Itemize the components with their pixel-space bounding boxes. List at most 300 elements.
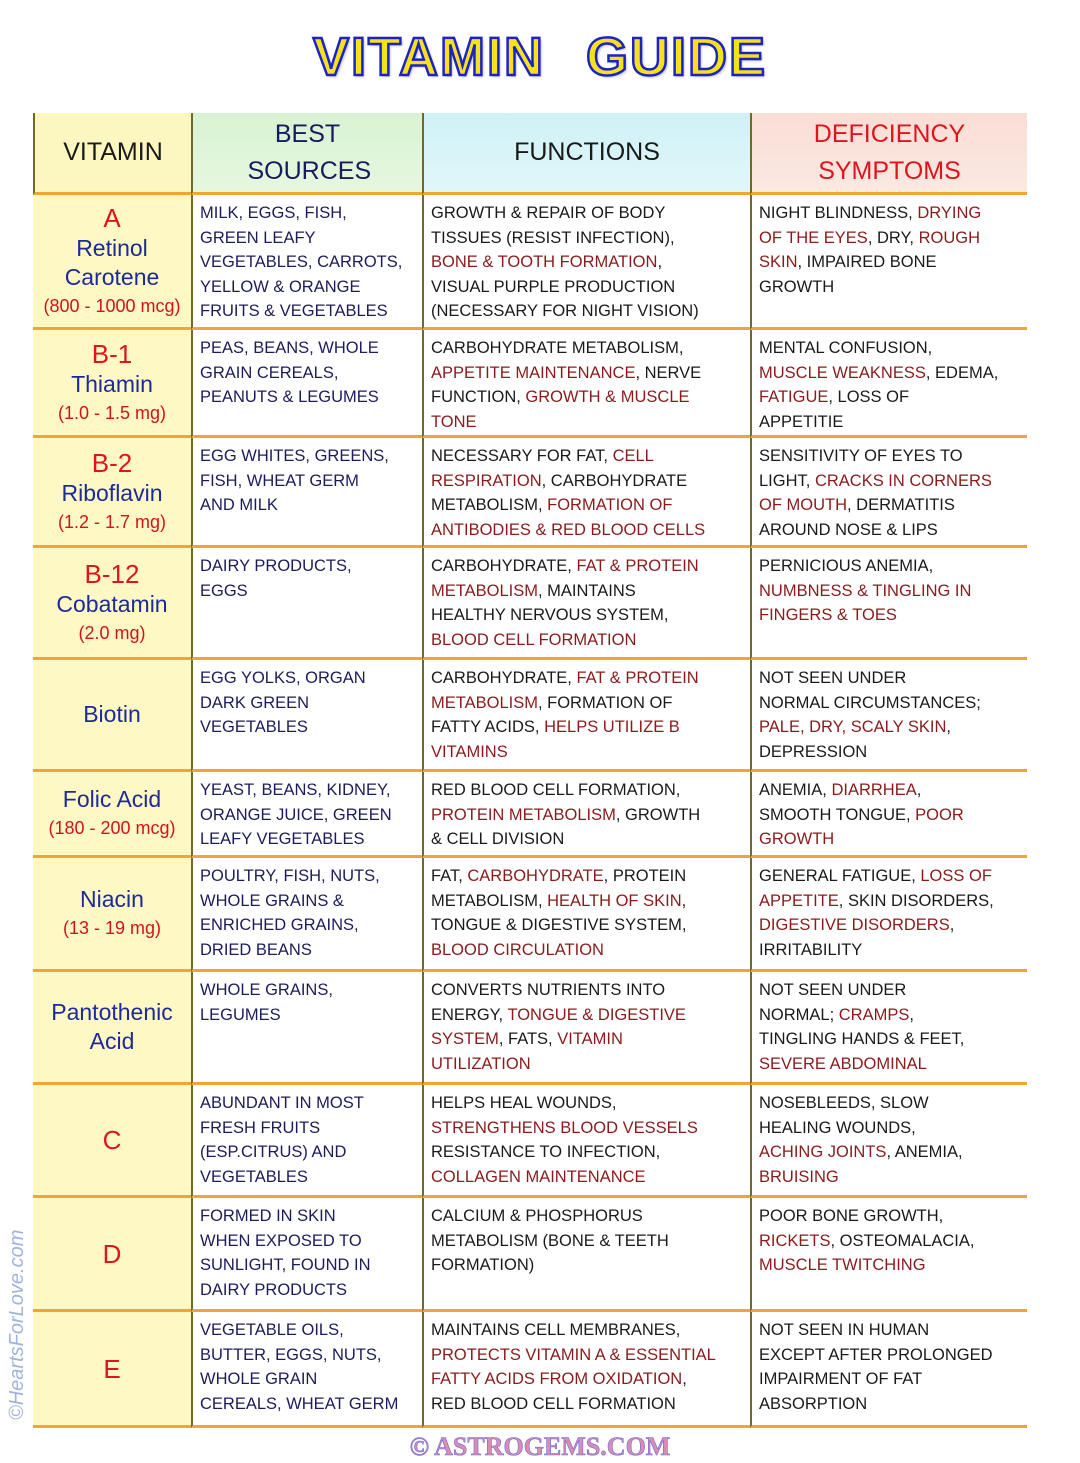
text-line — [431, 201, 743, 226]
text: ENERGY, — [431, 1005, 508, 1024]
text-line-content — [759, 250, 937, 275]
highlight-text: SYSTEM — [431, 1030, 499, 1048]
text-line — [200, 250, 415, 275]
text: METABOLISM, — [431, 891, 548, 910]
text-line — [200, 1392, 415, 1417]
text-line-content — [759, 938, 862, 963]
text: EGGS — [200, 581, 248, 600]
text-line — [759, 938, 1020, 963]
text-line-content — [431, 226, 675, 251]
text-line-content — [431, 201, 665, 226]
text-line-content — [200, 444, 389, 469]
text: EXCEPT AFTER PROLONGED — [759, 1345, 993, 1364]
vitamin-table — [33, 113, 1027, 1428]
text-line — [759, 275, 1020, 300]
functions-cell — [422, 1198, 750, 1312]
best-sources-cell — [191, 1198, 422, 1312]
text-line — [759, 715, 1020, 740]
highlight-text: COLLAGEN MAINTENANCE — [431, 1167, 646, 1186]
text-line-content — [431, 938, 604, 963]
text-line — [759, 889, 1020, 914]
highlight-text: OF MOUTH — [759, 496, 847, 514]
text-line — [200, 889, 415, 914]
text-line — [759, 410, 1020, 435]
text-line — [759, 740, 1020, 765]
text: , PROTEIN — [603, 867, 687, 885]
vitamin-cell — [33, 858, 191, 972]
text-line-content — [431, 889, 686, 914]
highlight-text: FAT & PROTEIN — [576, 557, 699, 575]
text-line — [759, 226, 1020, 251]
highlight-text: DRYING — [917, 204, 982, 222]
text-line-content — [200, 275, 360, 300]
text: METABOLISM (BONE & TEETH — [431, 1231, 669, 1250]
text-line — [431, 493, 743, 518]
text: ORANGE JUICE, GREEN — [200, 805, 392, 824]
text: DARK GREEN — [200, 693, 310, 712]
highlight-text: FINGERS & TOES — [759, 606, 897, 624]
text: CARBOHYDRATE METABOLISM, — [431, 339, 684, 357]
text-line-content — [759, 740, 867, 765]
text-line — [200, 1367, 415, 1392]
vitamin-common-name: Folic Acid — [62, 786, 162, 812]
text: APPETITIE — [759, 412, 844, 431]
text-line-content — [200, 778, 390, 803]
text-line — [200, 1343, 415, 1368]
text-line — [200, 579, 415, 604]
text-line-content — [200, 469, 359, 494]
text-line-content — [431, 469, 687, 494]
deficiency-cell — [750, 660, 1027, 772]
vitamin-name: C — [102, 1125, 122, 1155]
text-line — [431, 1052, 743, 1077]
text-line — [431, 336, 743, 361]
highlight-text: OF THE EYES — [759, 228, 868, 247]
text-line-content — [200, 666, 366, 691]
text-line — [431, 1229, 743, 1254]
text-line-content — [431, 385, 690, 410]
vitamin-name: A — [103, 203, 121, 233]
text-line-content — [200, 1116, 320, 1141]
text-line-content — [431, 250, 662, 275]
vitamin-common-name: Retinol — [76, 235, 148, 261]
text-line-content — [431, 1318, 680, 1343]
text: DEPRESSION — [759, 742, 868, 761]
highlight-text: GROWTH — [759, 830, 835, 848]
vitamin-dose: (1.0 - 1.5 mg) — [57, 403, 167, 423]
text-line — [431, 803, 743, 828]
text-line-content — [759, 978, 906, 1003]
text-line — [431, 691, 743, 716]
functions-cell — [422, 1312, 750, 1428]
text: EGG YOLKS, ORGAN — [200, 669, 366, 687]
text-line-content — [200, 554, 352, 579]
best-sources-cell — [191, 1085, 422, 1198]
text-line — [431, 1253, 743, 1278]
text: , — [657, 253, 663, 271]
text-line — [431, 1367, 743, 1392]
text-line-content — [759, 469, 992, 494]
text-line-content — [759, 889, 994, 914]
text-line-content — [431, 444, 654, 469]
text-line — [200, 778, 415, 803]
text-line-content — [759, 1392, 867, 1417]
vitamin-name: B-2 — [91, 448, 133, 478]
functions-cell — [422, 330, 750, 438]
text-line — [759, 1392, 1020, 1417]
text-line-content — [431, 913, 687, 938]
text-line-content — [200, 226, 316, 251]
text: GENERAL FATIGUE, — [759, 867, 921, 885]
text: CARBOHYDRATE, — [431, 557, 577, 575]
text-line-content — [759, 518, 938, 543]
text-line — [200, 715, 415, 740]
text-line — [200, 1253, 415, 1278]
text: NECESSARY FOR FAT, — [431, 447, 613, 465]
text-line-content — [759, 1003, 914, 1028]
highlight-text: CARBOHYDRATE — [467, 867, 604, 885]
highlight-text: BLOOD CIRCULATION — [431, 940, 604, 959]
best-sources-cell — [191, 330, 422, 438]
text-line — [431, 1116, 743, 1141]
vitamin-dose: (800 - 1000 mcg) — [43, 296, 181, 316]
text-line — [431, 978, 743, 1003]
text-line — [759, 1140, 1020, 1165]
highlight-text: APPETITE — [759, 891, 839, 910]
text-line — [200, 1003, 415, 1028]
text-line — [431, 1165, 743, 1190]
text-line-content — [431, 410, 477, 435]
text-line — [759, 1367, 1020, 1392]
text-line-content — [431, 628, 636, 653]
text-line-content — [759, 1318, 929, 1343]
vitamin-dose: (180 - 200 mcg) — [48, 818, 176, 838]
text: SENSITIVITY OF EYES TO — [759, 447, 963, 465]
highlight-text: NUMBNESS & TINGLING IN — [759, 581, 972, 600]
text: NIGHT BLINDNESS, — [759, 204, 918, 222]
text: IMPAIRMENT OF FAT — [759, 1370, 923, 1388]
highlight-text: TONGUE & DIGESTIVE — [507, 1005, 686, 1024]
text-line — [431, 518, 743, 543]
text: NORMAL; — [759, 1005, 839, 1024]
text: SUNLIGHT, FOUND IN — [200, 1256, 371, 1274]
highlight-text: PROTECTS VITAMIN A & ESSENTIAL — [431, 1345, 716, 1364]
text-line — [759, 864, 1020, 889]
vitamin-name: D — [102, 1238, 122, 1269]
functions-cell — [422, 772, 750, 858]
text: RESISTANCE TO INFECTION, — [431, 1143, 661, 1161]
text-line — [431, 864, 743, 889]
header-best-sources — [191, 113, 422, 195]
text-line-content — [431, 1140, 660, 1165]
text: (ESP.CITRUS) AND — [200, 1143, 347, 1161]
text: YELLOW & ORANGE — [200, 277, 361, 296]
text-line — [431, 1140, 743, 1165]
text-line — [431, 1204, 743, 1229]
text-line-content — [200, 385, 379, 410]
text-line-content — [431, 554, 699, 579]
highlight-text: ROUGH — [918, 228, 980, 247]
text-line-content — [200, 1140, 346, 1165]
text-line — [431, 1392, 743, 1417]
best-sources-cell — [191, 195, 422, 330]
deficiency-cell — [750, 972, 1027, 1085]
text-line — [759, 469, 1020, 494]
highlight-text: ACHING JOINTS — [759, 1143, 887, 1161]
text: YEAST, BEANS, KIDNEY, — [200, 781, 391, 799]
text-line — [200, 1204, 415, 1229]
text-line — [200, 444, 415, 469]
text-line-content — [200, 1392, 398, 1417]
text-line — [200, 691, 415, 716]
text: HELPS HEAL WOUNDS, — [431, 1094, 617, 1112]
text-line — [200, 361, 415, 386]
text-line-content — [431, 740, 508, 765]
text-line-content — [431, 1392, 676, 1417]
text: WHOLE GRAINS & — [200, 891, 344, 910]
text: CEREALS, WHEAT GERM — [200, 1394, 399, 1413]
text: FORMED IN SKIN — [200, 1207, 336, 1225]
text-line-content — [431, 1116, 698, 1141]
text: , — [949, 916, 955, 934]
text-line-content — [431, 1343, 716, 1368]
text: TINGLING HANDS & FEET, — [759, 1030, 965, 1048]
vitamin-common-name: Carotene — [64, 264, 160, 290]
text: LEGUMES — [200, 1005, 281, 1024]
text-line — [431, 778, 743, 803]
text-line — [759, 913, 1020, 938]
text-line — [431, 603, 743, 628]
highlight-text: LOSS OF — [920, 867, 992, 885]
text-line — [759, 691, 1020, 716]
text: , SKIN DISORDERS, — [838, 891, 994, 910]
text: GRAIN CEREALS, — [200, 363, 339, 382]
functions-cell — [422, 438, 750, 548]
text-line-content — [759, 1229, 974, 1254]
highlight-text: MUSCLE TWITCHING — [759, 1256, 926, 1274]
text-line-content — [200, 1165, 308, 1190]
vitamin-cell — [33, 1198, 191, 1312]
highlight-text: VITAMIN — [557, 1030, 623, 1048]
vitamin-dose: (2.0 mg) — [78, 623, 146, 643]
text: , OSTEOMALACIA, — [830, 1231, 975, 1250]
vitamin-cell — [33, 1085, 191, 1198]
header-best-sources-label: BEST SOURCES — [247, 119, 372, 185]
text-line — [431, 740, 743, 765]
header-deficiency-symptoms — [750, 113, 1027, 195]
highlight-text: RESPIRATION — [431, 471, 542, 490]
text-line — [759, 978, 1020, 1003]
vitamin-cell — [33, 972, 191, 1085]
text-line — [200, 803, 415, 828]
text-line — [431, 226, 743, 251]
text-line-content — [431, 1052, 531, 1077]
text: , MAINTAINS — [537, 581, 636, 600]
vitamin-cell — [33, 438, 191, 548]
text-line-content — [759, 444, 963, 469]
text-line-content — [431, 275, 675, 300]
text: CARBOHYDRATE, — [431, 669, 577, 687]
text-line — [431, 469, 743, 494]
text-line — [431, 410, 743, 435]
text: GROWTH — [759, 277, 835, 296]
text: ENRICHED GRAINS, — [200, 916, 359, 934]
highlight-text: PALE, DRY, SCALY SKIN — [759, 718, 947, 736]
text-line-content — [200, 978, 333, 1003]
text-line-content — [759, 864, 992, 889]
text-line-content — [431, 579, 636, 604]
text-line-content — [200, 1229, 362, 1254]
text-line-content — [759, 493, 955, 518]
deficiency-cell — [750, 858, 1027, 972]
best-sources-cell — [191, 858, 422, 972]
highlight-text: GROWTH & MUSCLE — [525, 388, 690, 406]
text-line — [431, 361, 743, 386]
functions-cell — [422, 1085, 750, 1198]
text-line-content — [759, 1204, 943, 1229]
text-line — [200, 226, 415, 251]
text: & CELL DIVISION — [431, 830, 565, 848]
text-line-content — [759, 1343, 993, 1368]
text-line-content — [200, 715, 308, 740]
text-line-content — [200, 691, 309, 716]
vitamin-cell — [33, 548, 191, 660]
text: , — [946, 718, 951, 736]
text-line-content — [431, 493, 672, 518]
text-line-content — [431, 864, 686, 889]
text-line-content — [759, 603, 897, 628]
vitamin-common-name: Biotin — [83, 701, 141, 727]
highlight-text: SEVERE ABDOMINAL — [759, 1054, 927, 1073]
text: , CARBOHYDRATE — [541, 471, 688, 490]
text: DAIRY PRODUCTS — [200, 1280, 348, 1299]
header-functions: FUNCTIONS — [422, 113, 750, 195]
highlight-text: DIGESTIVE DISORDERS — [759, 916, 950, 934]
text: RED BLOOD CELL FORMATION, — [431, 781, 681, 799]
text-line-content — [200, 493, 278, 518]
text-line-content — [200, 803, 392, 828]
functions-cell — [422, 972, 750, 1085]
vitamin-common-name: Niacin — [80, 886, 144, 912]
text-line — [431, 1343, 743, 1368]
text-line — [200, 1165, 415, 1190]
text: TONGUE & DIGESTIVE SYSTEM, — [431, 916, 687, 934]
text-line-content — [759, 579, 971, 604]
text: (NECESSARY FOR NIGHT VISION) — [431, 302, 699, 320]
text: FUNCTION, — [431, 388, 526, 406]
text: NOT SEEN UNDER — [759, 981, 907, 999]
highlight-text: METABOLISM — [431, 581, 538, 600]
text-line-content — [200, 1253, 371, 1278]
text-line-content — [200, 1343, 382, 1368]
text-line — [431, 889, 743, 914]
text: NOT SEEN IN HUMAN — [759, 1321, 930, 1339]
vitamin-cell — [33, 660, 191, 772]
text-line-content — [200, 1204, 336, 1229]
text: , EDEMA, — [925, 363, 999, 382]
text: NORMAL CIRCUMSTANCES; — [759, 693, 981, 712]
text: AROUND NOSE & LIPS — [759, 520, 938, 539]
best-sources-cell — [191, 548, 422, 660]
text-line-content — [431, 1003, 686, 1028]
text-line — [431, 444, 743, 469]
text-line — [200, 1140, 415, 1165]
text-line — [759, 1165, 1020, 1190]
highlight-text: HEALTH OF SKIN — [547, 891, 682, 910]
text-line-content — [759, 226, 980, 251]
text: , FATS, — [498, 1030, 558, 1048]
text: DRIED BEANS — [200, 940, 312, 959]
vitamin-cell — [33, 1312, 191, 1428]
highlight-text: CELL — [612, 447, 654, 465]
text-line-content — [759, 361, 998, 386]
text: FRUITS & VEGETABLES — [200, 302, 388, 320]
text-line-content — [759, 1052, 927, 1077]
text-line-content — [431, 803, 700, 828]
text-line-content — [759, 410, 843, 435]
text: HEALING WOUNDS, — [759, 1118, 916, 1137]
highlight-text: METABOLISM — [431, 693, 538, 712]
text: CALCIUM & PHOSPHORUS — [431, 1207, 643, 1225]
text-line — [759, 579, 1020, 604]
text-line-content — [759, 385, 909, 410]
text-line-content — [759, 336, 932, 361]
best-sources-cell — [191, 660, 422, 772]
text-line — [759, 1253, 1020, 1278]
highlight-text: DIARRHEA — [831, 781, 917, 799]
text-line — [759, 603, 1020, 628]
highlight-text: BONE & TOOTH FORMATION — [431, 253, 658, 271]
text-line — [431, 827, 743, 852]
text: , LOSS OF — [828, 388, 910, 406]
text-line-content — [200, 1003, 281, 1028]
text: POOR BONE GROWTH, — [759, 1207, 944, 1225]
highlight-text: MUSCLE WEAKNESS — [759, 363, 926, 382]
text-line — [200, 666, 415, 691]
text: IRRITABILITY — [759, 940, 863, 959]
vitamin-dose: (1.2 - 1.7 mg) — [57, 512, 167, 532]
highlight-text: HELPS UTILIZE B — [544, 718, 680, 736]
text-line — [200, 913, 415, 938]
text-line — [759, 444, 1020, 469]
vitamin-common-name: Riboflavin — [61, 480, 163, 506]
text-line — [759, 336, 1020, 361]
vitamin-cell — [33, 330, 191, 438]
text-line-content — [759, 1367, 922, 1392]
text-line — [431, 1003, 743, 1028]
watermark-heartsforlove: ©HeartsForLove.com — [6, 1229, 28, 1420]
text-line — [759, 1091, 1020, 1116]
text-line — [759, 1003, 1020, 1028]
text-line — [759, 803, 1020, 828]
text-line — [200, 827, 415, 852]
text-line — [431, 938, 743, 963]
text-line-content — [759, 666, 906, 691]
text-line-content — [759, 554, 933, 579]
text: , NERVE — [635, 363, 702, 382]
highlight-text: UTILIZATION — [431, 1054, 531, 1073]
text: VEGETABLE OILS, — [200, 1321, 344, 1339]
header-deficiency-label: DEFICIENCY SYMPTOMS — [813, 119, 966, 185]
text-line — [431, 275, 743, 300]
highlight-text: FORMATION OF — [547, 496, 673, 514]
text-line-content — [759, 1253, 926, 1278]
text-line — [431, 554, 743, 579]
functions-cell — [422, 660, 750, 772]
text-line — [200, 336, 415, 361]
deficiency-cell — [750, 548, 1027, 660]
text: , ANEMIA, — [886, 1143, 963, 1161]
